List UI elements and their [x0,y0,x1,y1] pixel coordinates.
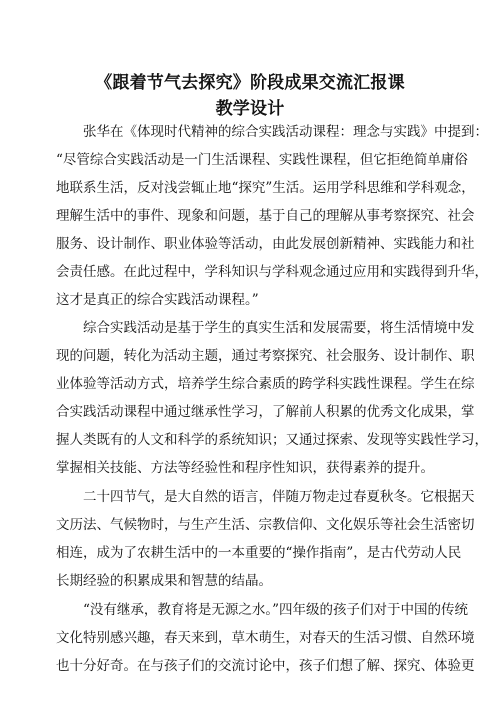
paragraph-line: 理解生活中的事件、现象和问题，基于自己的理解从事考察探究、社会 [56,208,475,224]
paragraph-line: 掌握相关技能、方法等经验性和程序性知识，获得素养的提升。 [56,460,434,476]
paragraph-line: “没有继承，教育将是无源之水。”四年级的孩子们对于中国的传统 [83,602,469,618]
paragraph-line: 文化特别感兴趣，春天来到，草木萌生，对春天的生活习惯、自然环境 [56,630,475,646]
paragraph-line: 握人类既有的人文和科学的系统知识；又通过探索、发现等实践性学习， [56,432,488,448]
paragraph-line: 这才是真正的综合实践活动课程。” [56,292,259,308]
paragraph-line: 相连，成为了农耕生活中的一本重要的“操作指南”，是古代劳动人民 [56,545,462,561]
paragraph-line: 服务、设计制作、职业体验等活动，由此发展创新精神、实践能力和社 [56,236,475,252]
paragraph-line: “尽管综合实践活动是一门生活课程、实践性课程，但它拒绝简单庸俗 [56,152,468,168]
document-title: 《跟着节气去探究》阶段成果交流汇报课 [95,73,405,93]
paragraph-line: 二十四节气，是大自然的语言，伴随万物走过春夏秋冬。它根据天 [83,489,475,505]
paragraph-line: 会责任感。在此过程中，学科知识与学科观念通过应用和实践得到升华， [56,264,488,280]
paragraph-line: 现的问题，转化为活动主题，通过考察探究、社会服务、设计制作、职 [56,348,475,364]
paragraph-line: 地联系生活，反对浅尝辄止地“探究”生活。运用学科思维和学科观念， [56,180,475,196]
paragraph-line: 综合实践活动是基于学生的真实生活和发展需要，将生活情境中发 [83,320,475,336]
paragraph-line: 张华在《体现时代精神的综合实践活动课程：理念与实践》中提到： [83,124,488,140]
document-subtitle: 教学设计 [215,99,285,119]
paragraph-line: 也十分好奇。在与孩子们的交流讨论中，孩子们想了解、探究、体验更 [56,658,475,674]
paragraph-line: 文历法、气候物时，与生产生活、宗教信仰、文化娱乐等社会生活密切 [56,517,475,533]
paragraph-line: 长期经验的积累成果和智慧的结晶。 [56,573,272,589]
paragraph-line: 合实践活动课程中通过继承性学习，了解前人积累的优秀文化成果，掌 [56,404,475,420]
paragraph-line: 业体验等活动方式，培养学生综合素质的跨学科实践性课程。学生在综 [56,376,475,392]
